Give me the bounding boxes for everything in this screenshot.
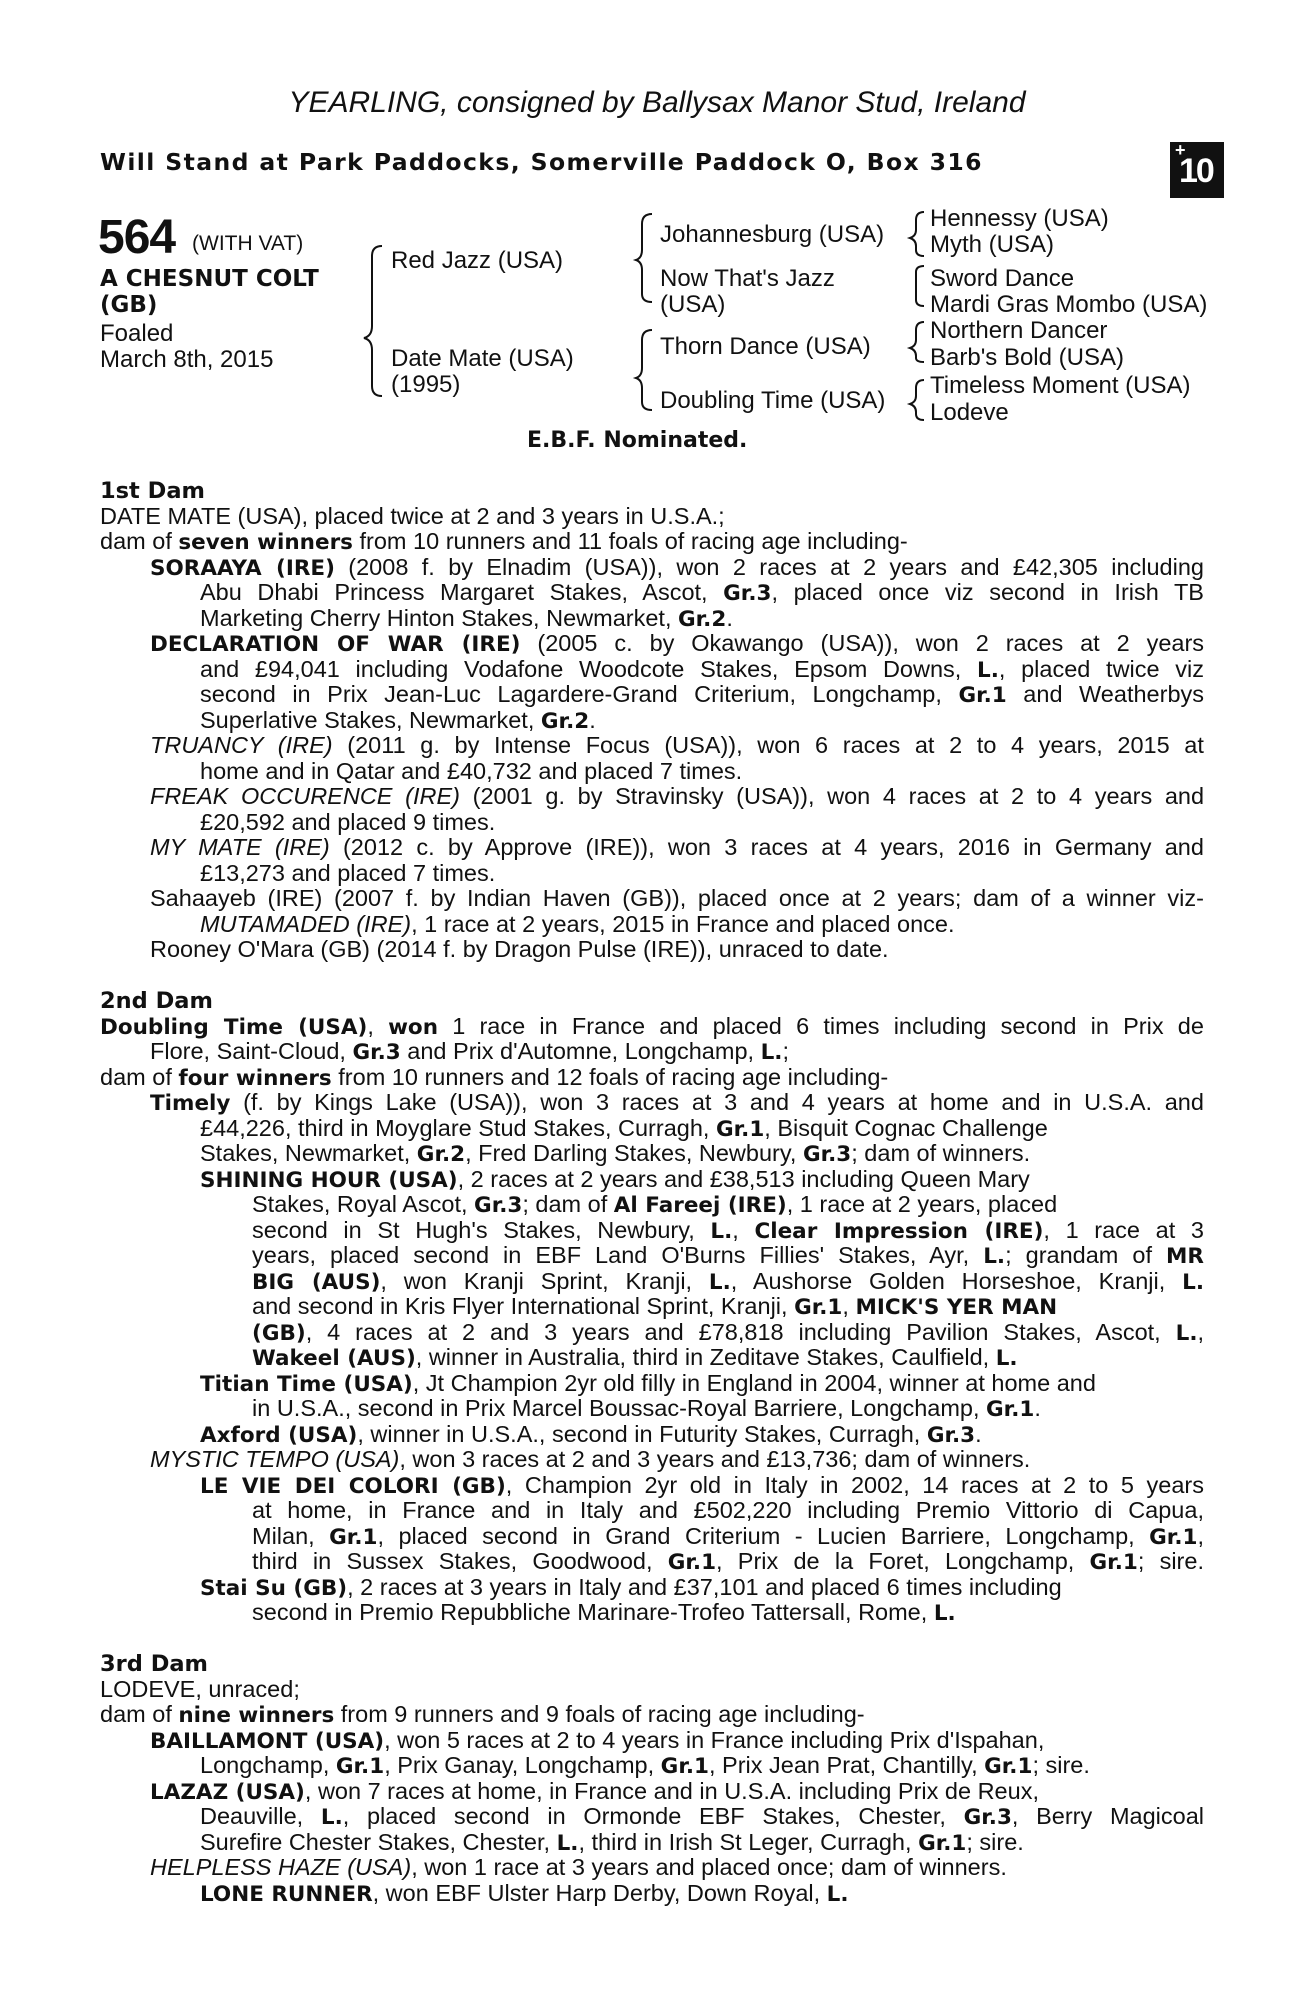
ggp-3: Sword Dance xyxy=(930,265,1075,292)
text-segment: 1st Dam xyxy=(100,478,205,504)
body-line xyxy=(150,1728,1044,1755)
body-line xyxy=(100,1702,865,1729)
text-segment: Gr.3 xyxy=(474,1193,523,1218)
body-line xyxy=(200,912,955,938)
text-segment: in U.S.A., second in Prix Marcel Boussac-Royal Barriere, Longchamp, xyxy=(252,1395,987,1421)
page-title: YEARLING, consigned by Ballysax Manor Stud, Ireland xyxy=(288,86,1026,119)
text-segment: , xyxy=(842,1293,856,1319)
text-segment: Flore, Saint-Cloud, xyxy=(150,1038,353,1064)
text-segment: , Champion 2yr old in Italy in 2002, 14 races at 2 to 5 years xyxy=(505,1471,1205,1498)
text-segment: Gr.3 xyxy=(802,1142,852,1167)
body-line xyxy=(200,1473,1204,1500)
text-segment: Gr.1 xyxy=(1089,1550,1138,1575)
text-segment: , placed once viz second in Irish TB xyxy=(771,579,1204,605)
text-segment: Gr.1 xyxy=(794,1295,843,1320)
text-segment: , won 3 races at 2 and 3 years and £13,736; dam of winners. xyxy=(399,1446,1031,1472)
text-segment: third in Sussex Stakes, Goodwood, xyxy=(252,1548,668,1574)
body-line xyxy=(200,1753,1090,1780)
body-line xyxy=(100,1677,300,1703)
stand-location: Will Stand at Park Paddocks, Somerville Paddock O, Box 316 xyxy=(100,148,983,176)
text-segment: BIG (AUS) xyxy=(252,1269,381,1295)
body-line xyxy=(200,606,733,633)
text-segment: four winners xyxy=(178,1065,332,1091)
body-line xyxy=(150,937,889,963)
text-segment: and Prix d'Automne, Longchamp, xyxy=(400,1038,761,1064)
text-segment: Gr.1 xyxy=(329,1524,378,1550)
text-segment: L. xyxy=(977,657,999,683)
text-segment: , won 7 races at home, in France and in U.S.A. including Prix de Reux, xyxy=(304,1777,1039,1804)
body-line xyxy=(150,835,1204,861)
body-line xyxy=(252,1320,1204,1347)
text-segment: L. xyxy=(1175,1320,1198,1346)
text-segment: LODEVE, unraced; xyxy=(100,1675,300,1702)
text-segment: and £94,041 including Vodafone Woodcote Stakes, Epsom Downs, xyxy=(200,655,978,682)
sire-name: Red Jazz (USA) xyxy=(391,247,564,274)
text-segment: Doubling Time (USA) xyxy=(100,1014,368,1040)
text-segment: SORAAYA (IRE) xyxy=(150,555,335,581)
second-dam-heading xyxy=(100,988,213,1015)
body-line xyxy=(200,810,495,836)
text-segment: , xyxy=(1197,1522,1204,1549)
text-segment: dam of xyxy=(100,528,179,554)
text-segment: MYSTIC TEMPO (USA) xyxy=(150,1446,400,1472)
text-segment: Clear Impression (IRE) xyxy=(754,1218,1044,1244)
text-segment: L. xyxy=(995,1346,1018,1371)
text-segment: Sahaayeb (IRE) (2007 f. by Indian Haven (GB)), placed once at 2 years; dam of a winner viz- xyxy=(150,885,1204,911)
body-line xyxy=(200,861,495,887)
text-segment: , 4 races at 2 and 3 years and £78,818 including Pavilion Stakes, Ascot, xyxy=(305,1318,1176,1345)
text-segment: Axford (USA) xyxy=(200,1422,358,1448)
text-segment: and Weatherbys xyxy=(1006,681,1205,707)
body-line xyxy=(200,1116,1048,1143)
text-segment: Titian Time (USA) xyxy=(200,1371,413,1397)
ggp-6: Barb's Bold (USA) xyxy=(930,344,1124,371)
text-segment: won xyxy=(388,1014,439,1040)
dam-dam-name: Doubling Time (USA) xyxy=(660,387,886,414)
text-segment: Milan, xyxy=(252,1522,330,1549)
text-segment: Gr.1 xyxy=(984,1754,1033,1779)
body-line xyxy=(200,1371,1096,1398)
body-line xyxy=(252,1345,1018,1372)
text-segment: , placed second in Grand Criterium - Lucien Barriere, Longchamp, xyxy=(377,1522,1150,1549)
text-segment: , xyxy=(732,1216,755,1243)
text-segment: Stakes, Newmarket, xyxy=(200,1140,417,1166)
text-segment: SHINING HOUR (USA) xyxy=(200,1167,458,1193)
text-segment: , won EBF Ulster Harp Derby, Down Royal, xyxy=(372,1879,827,1906)
text-segment: Gr.1 xyxy=(335,1754,385,1779)
body-line xyxy=(150,1447,1030,1473)
text-segment: L. xyxy=(983,1244,1006,1269)
text-segment: seven winners xyxy=(178,530,353,555)
text-segment: , Prix Ganay, Longchamp, xyxy=(384,1752,661,1778)
text-segment: L. xyxy=(556,1830,579,1856)
text-segment: Gr.3 xyxy=(926,1422,976,1448)
text-segment: L. xyxy=(760,1040,783,1065)
body-line xyxy=(200,657,1204,684)
text-segment: MY MATE (IRE) xyxy=(150,834,330,860)
text-segment: , won 5 races at 2 to 4 years in France including Prix d'Ispahan, xyxy=(384,1726,1045,1753)
ggp-4: Mardi Gras Mombo (USA) xyxy=(930,291,1208,318)
text-segment: 3rd Dam xyxy=(100,1651,208,1677)
ebf-nominated: E.B.F. Nominated. xyxy=(527,428,748,453)
text-segment: Abu Dhabi Princess Margaret Stakes, Ascot, xyxy=(200,579,724,605)
text-segment: , 1 race at 2 years, 2015 in France and placed once. xyxy=(411,910,955,937)
text-segment: ; dam of xyxy=(522,1191,614,1217)
text-segment: FREAK OCCURENCE (IRE) xyxy=(150,783,460,809)
foaled-date: March 8th, 2015 xyxy=(100,346,274,373)
text-segment: , 2 races at 2 years and £38,513 including Queen Mary xyxy=(457,1165,1030,1192)
text-segment: MR xyxy=(1166,1244,1204,1269)
text-segment: , third in Irish St Leger, Curragh, xyxy=(578,1828,919,1855)
body-line xyxy=(252,1524,1204,1551)
text-segment: , Prix de la Foret, Longchamp, xyxy=(716,1548,1090,1574)
text-segment: Gr.2 xyxy=(416,1142,466,1167)
text-segment: ; sire. xyxy=(1032,1752,1090,1778)
text-segment: Timely xyxy=(150,1091,231,1116)
text-segment: MUTAMADED (IRE) xyxy=(200,910,412,937)
text-segment: ; grandam of xyxy=(1005,1242,1166,1268)
text-segment: , xyxy=(1197,1318,1205,1345)
text-segment: Surefire Chester Stakes, Chester, xyxy=(200,1828,557,1855)
text-segment: , winner in U.S.A., second in Futurity Stakes, Curragh, xyxy=(357,1420,927,1447)
text-segment: DATE MATE (USA), placed twice at 2 and 3 years in U.S.A.; xyxy=(100,502,725,529)
text-segment: DECLARATION OF WAR (IRE) xyxy=(150,632,521,657)
text-segment: second in Premio Repubbliche Marinare-Trofeo Tattersall, Rome, xyxy=(252,1599,934,1625)
text-segment: (2011 g. by Intense Focus (USA)), won 6 races at 2 to 4 years, 2015 at xyxy=(332,732,1204,758)
text-segment: at home, in France and in Italy and £502,220 including Premio Vittorio di Capua, xyxy=(252,1497,1204,1523)
text-segment: Gr.1 xyxy=(667,1550,717,1575)
text-segment: Stakes, Royal Ascot, xyxy=(252,1191,475,1217)
text-segment: home and in Qatar and £40,732 and placed 7 times. xyxy=(200,757,743,784)
body-line xyxy=(150,555,1204,582)
ggp-5: Northern Dancer xyxy=(930,317,1108,344)
body-line xyxy=(200,1141,1030,1168)
body-line xyxy=(252,1600,956,1627)
text-segment: from 10 runners and 11 foals of racing age including- xyxy=(352,528,908,554)
body-line xyxy=(150,1090,1204,1117)
text-segment: . xyxy=(589,706,596,733)
text-segment: MICK'S YER MAN xyxy=(855,1295,1058,1320)
text-segment: , 1 race at 3 xyxy=(1043,1216,1204,1243)
text-segment: Gr.3 xyxy=(352,1040,401,1065)
text-segment: L. xyxy=(708,1269,731,1295)
text-segment: Gr.3 xyxy=(963,1805,1012,1830)
text-segment: and second in Kris Flyer International Sprint, Kranji, xyxy=(252,1293,795,1319)
text-segment: (2012 c. by Approve (IRE)), won 3 races at 4 years, 2016 in Germany and xyxy=(329,834,1204,860)
text-segment: ; dam of winners. xyxy=(851,1140,1031,1166)
text-segment: nine winners xyxy=(178,1703,335,1728)
text-segment: Rooney O'Mara (GB) (2014 f. by Dragon Pulse (IRE)), unraced to date. xyxy=(150,936,889,962)
text-segment: L. xyxy=(710,1218,733,1244)
lot-number: 564 xyxy=(98,211,176,264)
body-line xyxy=(252,1243,1204,1270)
body-line xyxy=(100,529,908,556)
text-segment: , xyxy=(367,1012,389,1039)
text-segment: Al Fareej (IRE) xyxy=(613,1193,787,1218)
text-segment: TRUANCY (IRE) xyxy=(150,732,333,758)
text-segment: L. xyxy=(320,1805,343,1830)
text-segment: £44,226, third in Moyglare Stud Stakes, Curragh, xyxy=(200,1114,716,1141)
text-segment: , Fred Darling Stakes, Newbury, xyxy=(465,1140,803,1166)
text-segment: BAILLAMONT (USA) xyxy=(150,1728,385,1754)
body-line xyxy=(100,504,725,530)
body-line xyxy=(252,1269,1204,1296)
text-segment: from 9 runners and 9 foals of racing age including- xyxy=(334,1701,865,1727)
text-segment: (GB) xyxy=(252,1320,306,1346)
text-segment: , 2 races at 3 years in Italy and £37,101 and placed 6 times including xyxy=(347,1573,1062,1600)
body-line xyxy=(100,1065,888,1092)
third-dam-heading xyxy=(100,1651,208,1678)
text-segment: , Berry Magicoal xyxy=(1011,1803,1204,1829)
lot-country: (GB) xyxy=(100,292,158,318)
vat-note: (WITH VAT) xyxy=(192,232,304,255)
body-line xyxy=(252,1396,1041,1423)
text-segment: ; xyxy=(782,1038,789,1064)
body-line xyxy=(100,1014,1204,1041)
text-segment: L. xyxy=(1182,1269,1204,1295)
text-segment: , Aushorse Golden Horseshoe, Kranji, xyxy=(730,1267,1183,1294)
text-segment: from 10 runners and 12 foals of racing age including- xyxy=(331,1063,889,1090)
badge-plus-sign: + xyxy=(1175,140,1186,160)
text-segment: Gr.3 xyxy=(723,581,772,606)
body-line xyxy=(200,759,742,785)
text-segment: (2008 f. by Elnadim (USA)), won 2 races at 2 years and £42,305 including xyxy=(334,553,1204,580)
text-segment: Gr.1 xyxy=(660,1754,709,1779)
text-segment: , won 1 race at 3 years and placed once; dam of winners. xyxy=(411,1854,1007,1880)
text-segment: second in St Hugh's Stakes, Newbury, xyxy=(252,1216,711,1243)
text-segment: Superlative Stakes, Newmarket, xyxy=(200,706,541,733)
text-segment: , Bisquit Cognac Challenge xyxy=(764,1114,1048,1141)
text-segment: years, placed second in EBF Land O'Burns Fillies' Stakes, Ayr, xyxy=(252,1242,984,1268)
text-segment: Wakeel (AUS) xyxy=(252,1346,416,1371)
text-segment: , Jt Champion 2yr old filly in England in 2004, winner at home and xyxy=(412,1369,1096,1396)
text-segment: 2nd Dam xyxy=(100,988,213,1014)
badge-value: 10 xyxy=(1179,152,1213,190)
text-segment: Gr.1 xyxy=(986,1397,1035,1422)
text-segment: HELPLESS HAZE (USA) xyxy=(150,1854,412,1880)
body-line xyxy=(150,733,1204,759)
body-line xyxy=(252,1192,1057,1219)
text-segment: Marketing Cherry Hinton Stakes, Newmarket, xyxy=(200,604,678,631)
body-line xyxy=(252,1294,1057,1321)
foaled-label: Foaled xyxy=(100,320,174,347)
body-line xyxy=(150,784,1204,810)
text-segment: (2001 g. by Stravinsky (USA)), won 4 races at 2 to 4 years and xyxy=(459,783,1205,809)
text-segment: Gr.2 xyxy=(678,606,727,632)
body-line xyxy=(200,1804,1204,1831)
text-segment: , placed second in Ormonde EBF Stakes, Chester, xyxy=(342,1803,964,1829)
body-line xyxy=(200,1422,982,1449)
text-segment: . xyxy=(726,604,733,631)
text-segment: ; sire. xyxy=(966,1828,1024,1855)
text-segment: dam of xyxy=(100,1701,179,1727)
sire-sire-name: Johannesburg (USA) xyxy=(660,221,885,248)
body-line xyxy=(200,580,1204,607)
body-line xyxy=(252,1498,1204,1524)
text-segment: ; sire. xyxy=(1137,1548,1204,1574)
body-line xyxy=(200,1167,1030,1194)
text-segment: Gr.1 xyxy=(958,683,1007,708)
body-line xyxy=(150,1039,789,1066)
text-segment: (f. by Kings Lake (USA)), won 3 races at 3 and 4 years at home and in U.S.A. and xyxy=(230,1089,1204,1115)
text-segment: Gr.1 xyxy=(715,1116,765,1142)
text-segment: Gr.2 xyxy=(540,708,590,734)
dam-year: (1995) xyxy=(391,371,461,398)
text-segment: LAZAZ (USA) xyxy=(150,1779,305,1805)
body-line xyxy=(150,631,1204,658)
dam-sire-name: Thorn Dance (USA) xyxy=(660,333,871,360)
text-segment: . xyxy=(1034,1395,1041,1421)
text-segment: Deauville, xyxy=(200,1803,321,1829)
text-segment: Stai Su (GB) xyxy=(200,1575,348,1601)
dam-name: Date Mate (USA) xyxy=(391,345,574,372)
text-segment: £13,273 and placed 7 times. xyxy=(200,859,496,886)
ggp-1: Hennessy (USA) xyxy=(930,205,1109,232)
first-dam-heading xyxy=(100,478,205,505)
ggp-2: Myth (USA) xyxy=(930,231,1055,258)
body-line xyxy=(200,1830,1024,1857)
body-line xyxy=(150,1855,1007,1881)
text-segment: L. xyxy=(933,1601,956,1626)
body-line xyxy=(200,1881,849,1908)
sire-dam-name: Now That's Jazz xyxy=(660,265,835,292)
body-line xyxy=(252,1218,1204,1245)
lot-description: A CHESNUT COLT xyxy=(100,266,319,292)
text-segment: Gr.1 xyxy=(1149,1524,1198,1550)
text-segment: , Prix Jean Prat, Chantilly, xyxy=(708,1752,985,1778)
text-segment: Gr.1 xyxy=(918,1830,967,1856)
text-segment: L. xyxy=(826,1881,849,1907)
body-line xyxy=(150,1779,1039,1806)
ggp-7: Timeless Moment (USA) xyxy=(930,372,1191,399)
body-line xyxy=(200,682,1204,709)
body-line xyxy=(200,1575,1062,1602)
text-segment: 1 race in France and placed 6 times including second in Prix de xyxy=(438,1012,1204,1039)
text-segment: , placed twice viz xyxy=(998,655,1204,682)
body-line xyxy=(150,886,1204,912)
text-segment: dam of xyxy=(100,1063,179,1090)
text-segment: LE VIE DEI COLORI (GB) xyxy=(200,1473,506,1499)
text-segment: second in Prix Jean-Luc Lagardere-Grand Criterium, Longchamp, xyxy=(200,681,959,707)
text-segment: LONE RUNNER xyxy=(200,1881,373,1907)
sire-dam-country: (USA) xyxy=(660,291,726,318)
body-line xyxy=(252,1549,1204,1576)
text-segment: . xyxy=(975,1420,982,1447)
text-segment: £20,592 and placed 9 times. xyxy=(200,808,496,835)
text-segment: , 1 race at 2 years, placed xyxy=(786,1191,1058,1217)
body-line xyxy=(200,708,596,735)
text-segment: (2005 c. by Okawango (USA)), won 2 races at 2 years xyxy=(520,630,1205,656)
text-segment: , winner in Australia, third in Zeditave Stakes, Caulfield, xyxy=(415,1344,996,1370)
ggp-8: Lodeve xyxy=(930,399,1009,426)
text-segment: Longchamp, xyxy=(200,1752,336,1778)
text-segment: , won Kranji Sprint, Kranji, xyxy=(380,1267,709,1294)
